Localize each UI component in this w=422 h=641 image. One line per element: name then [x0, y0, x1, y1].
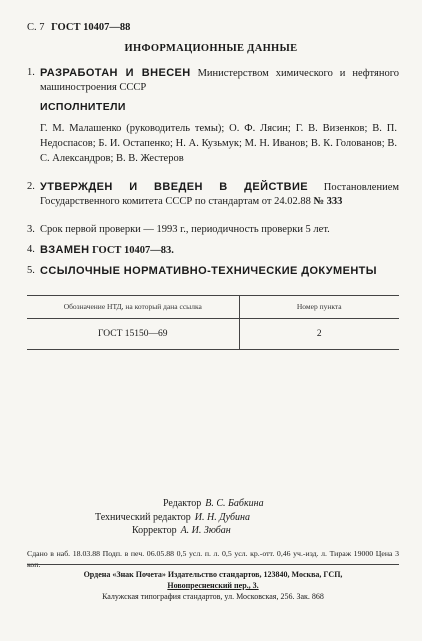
- section-2: [27, 180, 399, 209]
- section-heading: РАЗРАБОТАН И ВНЕСЕН: [40, 67, 191, 79]
- publisher-line-3: Калужская типография стандартов, ул. Московская, 256. Зак. 868: [102, 592, 324, 601]
- table-cell-designation: ГОСТ 15150—69: [27, 319, 239, 350]
- imprint-line: Сдано в наб. 18.03.88 Подп. в печ. 06.05.88 0,5 усл. п. л. 0,5 усл. кр.-отт. 0,46 уч.-изд. л. Тираж 19000 Цена 3 коп.: [27, 549, 399, 569]
- section-4: [27, 243, 399, 258]
- section-heading: ССЫЛОЧНЫЕ НОРМАТИВНО-ТЕХНИЧЕСКИЕ ДОКУМЕНТЫ: [40, 265, 377, 277]
- reference-table: [27, 295, 399, 350]
- publisher-line-1: Ордена «Знак Почета» Издательство стандартов, 123840, Москва, ГСП,: [83, 570, 343, 579]
- performers-text: Г. М. Малашенко (руководитель темы); О. Ф. Лясин; Г. В. Визенков; В. П. Недоспасов; Б. И. Остапенко; Н. А. Кузьмук; М. Н. Иванов; В. К. Голованов; В. С. Александров; В. В. Жестеров: [40, 123, 397, 164]
- publisher-block: [27, 569, 399, 602]
- section-1: [27, 66, 399, 95]
- editor-row: Редактор В. С. Бабкина: [163, 498, 264, 509]
- page-header: [27, 22, 130, 33]
- section-number: 2.: [27, 181, 35, 192]
- section-5: [27, 264, 399, 279]
- section-number: 5.: [27, 265, 35, 276]
- corrector-row: Корректор А. И. Зюбан: [132, 525, 231, 536]
- page-number: С. 7: [27, 22, 45, 33]
- section-text: Министерством химического и нефтяного машиностроения СССР: [40, 68, 399, 93]
- section-3: [27, 223, 399, 237]
- decree-number: № 333: [313, 196, 343, 207]
- column-header-clause: Номер пункта: [239, 296, 399, 319]
- table-row: [27, 319, 399, 350]
- editors-block: [95, 497, 264, 538]
- document-title: ИНФОРМАЦИОННЫЕ ДАННЫЕ: [124, 43, 298, 54]
- table-header-row: [27, 296, 399, 319]
- section-heading: ВЗАМЕН: [40, 244, 90, 256]
- section-heading: УТВЕРЖДЕН И ВВЕДЕН В ДЕЙСТВИЕ: [40, 181, 309, 193]
- performers-heading: ИСПОЛНИТЕЛИ: [40, 101, 126, 113]
- publisher-line-2: Новопресненский пер., 3.: [167, 581, 259, 590]
- section-number: 4.: [27, 244, 35, 255]
- standard-code: ГОСТ 10407—88: [51, 22, 131, 33]
- section-number: 3.: [27, 224, 35, 235]
- table-cell-clause: 2: [239, 319, 399, 350]
- column-header-designation: Обозначение НТД, на который дана ссылка: [27, 296, 239, 319]
- divider: [27, 564, 399, 565]
- section-text: Постановлением Государственного комитета СССР по стандартам от 24.02.88: [40, 182, 399, 207]
- section-text: ГОСТ 10407—83.: [92, 245, 174, 256]
- performers-list: [40, 121, 397, 166]
- section-text: Срок первой проверки — 1993 г., периодичность проверки 5 лет.: [40, 224, 330, 235]
- tech-editor-row: Технический редактор И. Н. Дубина: [95, 511, 250, 523]
- section-number: 1.: [27, 67, 35, 78]
